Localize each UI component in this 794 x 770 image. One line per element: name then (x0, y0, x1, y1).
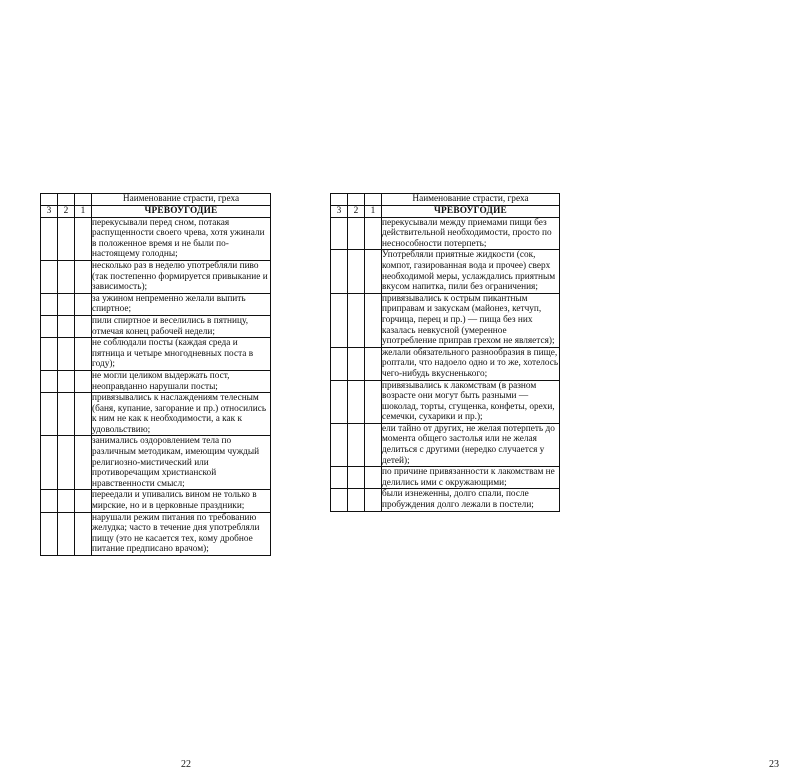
item-text: по причине привязанности к лакомствам не делились ими с окружающими; (382, 467, 560, 489)
checkbox-cell-2[interactable] (348, 423, 365, 466)
header-title: Наименование страсти, греха (92, 194, 271, 206)
table-row (41, 315, 271, 337)
checkbox-cell-1[interactable] (75, 260, 92, 293)
checkbox-cell-1[interactable] (365, 423, 382, 466)
checkbox-cell-1[interactable] (75, 338, 92, 371)
table-row (41, 338, 271, 371)
item-text: желали обязательного разнообразия в пище, роптали, что надоело одно и то же, хотелось чего-нибудь вкусненького; (382, 347, 559, 379)
checkbox-cell-2[interactable] (58, 293, 75, 315)
item-text: Употребляли приятные жидкости (сок, компот, газированная вода и прочее) сверх необходимой меры, услаждались приятным вкусом напитка, пили без ограничения; (382, 250, 560, 293)
checkbox-cell-2[interactable] (58, 393, 75, 436)
checkbox-cell-2[interactable] (58, 436, 75, 490)
table-row (331, 217, 560, 250)
checkbox-cell-3[interactable] (331, 347, 348, 380)
table-row (331, 250, 560, 293)
checkbox-cell-3[interactable] (41, 370, 58, 392)
checkbox-cell-2[interactable] (348, 489, 365, 511)
checkbox-cell-2[interactable] (58, 260, 75, 293)
checkbox-cell-3[interactable] (41, 338, 58, 371)
checkbox-cell-3[interactable] (331, 293, 348, 347)
checkbox-cell-3[interactable] (331, 489, 348, 511)
header-blank-cell (348, 194, 365, 206)
checkbox-cell-2[interactable] (58, 512, 75, 555)
checkbox-cell-1[interactable] (365, 293, 382, 347)
checkbox-cell-1[interactable] (365, 250, 382, 293)
column-number-2: 2 (348, 205, 365, 217)
checkbox-cell-2[interactable] (58, 315, 75, 337)
table-header-row (41, 194, 271, 206)
checkbox-cell-3[interactable] (41, 512, 58, 555)
table-row (41, 370, 271, 392)
column-number-3: 3 (41, 205, 58, 217)
checkbox-cell-1[interactable] (75, 393, 92, 436)
checkbox-cell-3[interactable] (41, 393, 58, 436)
checkbox-cell-3[interactable] (41, 217, 58, 260)
checkbox-cell-1[interactable] (365, 489, 382, 511)
table-row (41, 436, 271, 490)
checkbox-cell-2[interactable] (58, 338, 75, 371)
checkbox-cell-1[interactable] (75, 217, 92, 260)
checkbox-cell-1[interactable] (75, 293, 92, 315)
checkbox-cell-2[interactable] (348, 380, 365, 423)
item-text: переедали и упивались вином не только в мирские, но и в церковные праздники; (92, 490, 271, 512)
checkbox-cell-2[interactable] (58, 490, 75, 512)
item-text: ели тайно от других, не желая потерпеть до момента общего застолья или не желая делиться с другими (нередко случается у детей); (382, 423, 560, 466)
checklist-table-right (330, 193, 560, 512)
item-text: несколько раз в неделю употребляли пиво (так постепенно формируется привыкание и зависимость); (92, 260, 271, 293)
column-number-1: 1 (75, 205, 92, 217)
header-blank-cell (331, 194, 348, 206)
item-text: были изнеженны, долго спали, после пробуждения долго лежали в постели; (382, 489, 560, 511)
checkbox-cell-1[interactable] (365, 467, 382, 489)
checkbox-cell-3[interactable] (41, 490, 58, 512)
section-row (331, 205, 560, 217)
table-row (41, 490, 271, 512)
item-text: не соблюдали посты (каждая среда и пятница и четыре многодневных поста в году); (92, 338, 271, 371)
table-row (41, 293, 271, 315)
table-row (331, 467, 560, 489)
checkbox-cell-1[interactable] (75, 512, 92, 555)
left-page (40, 193, 271, 770)
table-row (41, 512, 271, 555)
item-text: нарушали режим питания по требованию желудка; часто в течение дня употребляли пищу (это не касается тех, кому дробное питание предписано врачом); (92, 512, 271, 555)
checkbox-cell-3[interactable] (41, 315, 58, 337)
checkbox-cell-3[interactable] (331, 250, 348, 293)
page-number: 22 (181, 759, 191, 770)
checklist-table-left (40, 193, 271, 556)
checkbox-cell-1[interactable] (75, 370, 92, 392)
checkbox-cell-1[interactable] (75, 436, 92, 490)
table-row (331, 489, 560, 511)
item-text: занимались оздоровлением тела по различным методикам, имеющим чуждый религиозно-мистический или противоречащим христианской нравственности смысл; (92, 436, 271, 490)
column-number-3: 3 (331, 205, 348, 217)
checkbox-cell-2[interactable] (348, 347, 365, 380)
item-text: перекусывали между приемами пищи без действительной необходимости, просто по неснособности потерпеть; (382, 217, 560, 250)
table-header-row (331, 194, 560, 206)
section-title: ЧРЕВОУГОДИЕ (92, 205, 271, 217)
section-title: ЧРЕВОУГОДИЕ (382, 205, 560, 217)
checkbox-cell-2[interactable] (348, 293, 365, 347)
table-row (331, 293, 560, 347)
checkbox-cell-1[interactable] (365, 380, 382, 423)
item-text: за ужином непременно желали выпить спиртное; (92, 293, 271, 315)
checkbox-cell-1[interactable] (75, 490, 92, 512)
right-page (330, 193, 779, 770)
checkbox-cell-2[interactable] (348, 467, 365, 489)
header-blank-cell (75, 194, 92, 206)
table-row (41, 217, 271, 260)
section-row (41, 205, 271, 217)
checkbox-cell-3[interactable] (41, 436, 58, 490)
checkbox-cell-3[interactable] (41, 260, 58, 293)
header-blank-cell (58, 194, 75, 206)
checkbox-cell-2[interactable] (348, 250, 365, 293)
header-title: Наименование страсти, греха (382, 194, 560, 206)
checkbox-cell-3[interactable] (331, 467, 348, 489)
item-text: не могли целиком выдержать пост, неоправданно нарушали посты; (92, 370, 271, 392)
page-number: 23 (769, 759, 779, 770)
header-blank-cell (41, 194, 58, 206)
table-row (331, 380, 560, 423)
checkbox-cell-2[interactable] (58, 217, 75, 260)
checkbox-cell-3[interactable] (331, 217, 348, 250)
item-text: привязывались к лакомствам (в разном возрасте они могут быть разными — шоколад, торты, сгущенка, конфеты, орехи, семечки, сухарики и пр.); (382, 380, 560, 423)
table-row (331, 423, 560, 466)
table-row (41, 260, 271, 293)
table-row (331, 347, 560, 380)
column-number-1: 1 (365, 205, 382, 217)
checkbox-cell-3[interactable] (331, 380, 348, 423)
item-text: привязывались к наслаждениям телесным (баня, купание, загорание и пр.) относились к ним не как к необходимости, а как к удовольствию; (92, 393, 271, 436)
column-number-2: 2 (58, 205, 75, 217)
checkbox-cell-2[interactable] (348, 217, 365, 250)
item-text: пили спиртное и веселились в пятницу, отмечая конец рабочей недели; (92, 315, 271, 337)
checkbox-cell-3[interactable] (331, 423, 348, 466)
item-text: привязывались к острым пикантным приправам и закускам (майонез, кетчуп, горчица, перец и пр.) — пища без них казалась невкусной (умеренное употребление приправ грехом не является); (382, 293, 560, 347)
table-row (41, 393, 271, 436)
checkbox-cell-2[interactable] (58, 370, 75, 392)
checkbox-cell-1[interactable] (75, 315, 92, 337)
checkbox-cell-3[interactable] (41, 293, 58, 315)
header-blank-cell (365, 194, 382, 206)
item-text: перекусывали перед сном, потакая распущенности своего чрева, хотя ужинали в положенное время и не были по-настоящему голодны; (92, 217, 271, 260)
checkbox-cell-1[interactable] (365, 347, 382, 380)
checkbox-cell-1[interactable] (365, 217, 382, 250)
